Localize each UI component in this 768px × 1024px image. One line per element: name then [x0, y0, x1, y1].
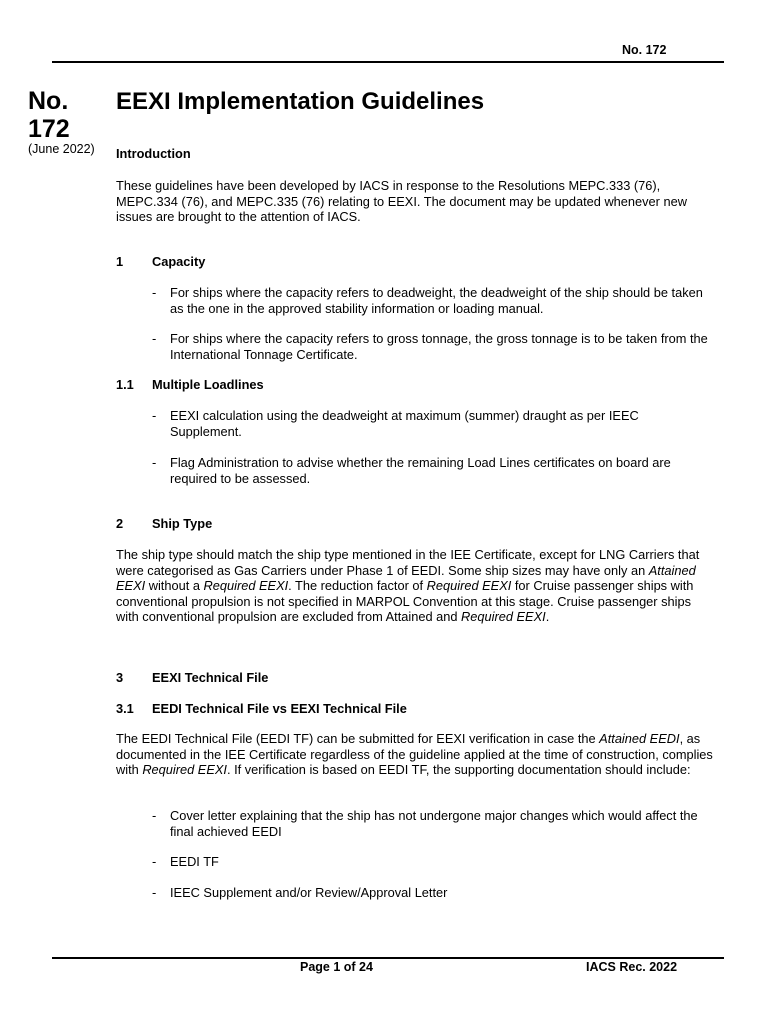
section-3-number: 3	[116, 670, 124, 685]
introduction-heading: Introduction	[116, 146, 191, 161]
section-3-1-number: 3.1	[116, 701, 134, 716]
header-rule	[52, 61, 724, 63]
list-item: - IEEC Supplement and/or Review/Approval Letter	[152, 885, 448, 900]
bullet-dash: -	[152, 808, 157, 823]
bullet-dash: -	[152, 455, 157, 470]
footer-page-number: Page 1 of 24	[300, 960, 373, 974]
list-item: - EEXI calculation using the deadweight at maximum (summer) draught as per IEEC Supplement.	[152, 408, 639, 439]
section-1-heading: Capacity	[152, 254, 206, 269]
section-3-1-heading: EEDI Technical File vs EEXI Technical File	[152, 701, 407, 716]
section-1-number: 1	[116, 254, 124, 269]
bullet-dash: -	[152, 331, 157, 346]
section-1-1-number: 1.1	[116, 377, 134, 392]
section-1-1-heading: Multiple Loadlines	[152, 377, 264, 392]
introduction-body: These guidelines have been developed by IACS in response to the Resolutions MEPC.333 (76), MEPC.334 (76), and MEPC.335 (76) relating to EEXI. The document may be updated whenever new issues are brought to the attention of IACS.	[116, 178, 687, 225]
bullet-dash: -	[152, 408, 157, 423]
eedi-vs-eexi-body: The EEDI Technical File (EEDI TF) can be submitted for EEXI verification in case the Attained EEDI, as documented in the IEE Certificate regardless of the guideline applied at the time of construction, complies with Required EEXI. If verification is based on EEDI TF, the supporting documentation should include:	[116, 731, 713, 778]
footer-rec: IACS Rec. 2022	[586, 960, 678, 974]
page-title: EEXI Implementation Guidelines	[116, 88, 485, 115]
list-item: - For ships where the capacity refers to deadweight, the deadweight of the ship should be taken as the one in the approved stability information or loading manual.	[152, 285, 703, 316]
section-2-number: 2	[116, 516, 124, 531]
section-2-heading: Ship Type	[152, 516, 213, 531]
list-item: - EEDI TF	[152, 854, 219, 869]
footer-rule	[52, 957, 724, 959]
side-date: (June 2022)	[28, 142, 95, 156]
section-3-heading: EEXI Technical File	[152, 670, 269, 685]
list-item: - For ships where the capacity refers to gross tonnage, the gross tonnage is to be taken from the International Tonnage Certificate.	[152, 331, 708, 362]
ship-type-body: The ship type should match the ship type mentioned in the IEE Certificate, except for LNG Carriers that were categorised as Gas Carriers under Phase 1 of EEDI. Some ship sizes may have only an Attained EEXI without a Required EEXI. The reduction factor of Required EEXI for Cruise passenger ships with conventional propulsion is not specified in MARPOL Convention at this stage. Cruise passenger ships with conventional propulsion are excluded from Attained and Required EEXI.	[116, 547, 700, 625]
bullet-dash: -	[152, 885, 157, 900]
bullet-dash: -	[152, 854, 157, 869]
list-item: - Cover letter explaining that the ship has not undergone major changes which would affect the final achieved EEDI	[152, 808, 698, 839]
list-item: - Flag Administration to advise whether the remaining Load Lines certificates on board are required to be assessed.	[152, 455, 671, 486]
side-no-label: No.	[28, 87, 69, 115]
side-number: 172	[28, 115, 70, 143]
bullet-dash: -	[152, 285, 157, 300]
header-doc-number: No. 172	[622, 43, 667, 57]
